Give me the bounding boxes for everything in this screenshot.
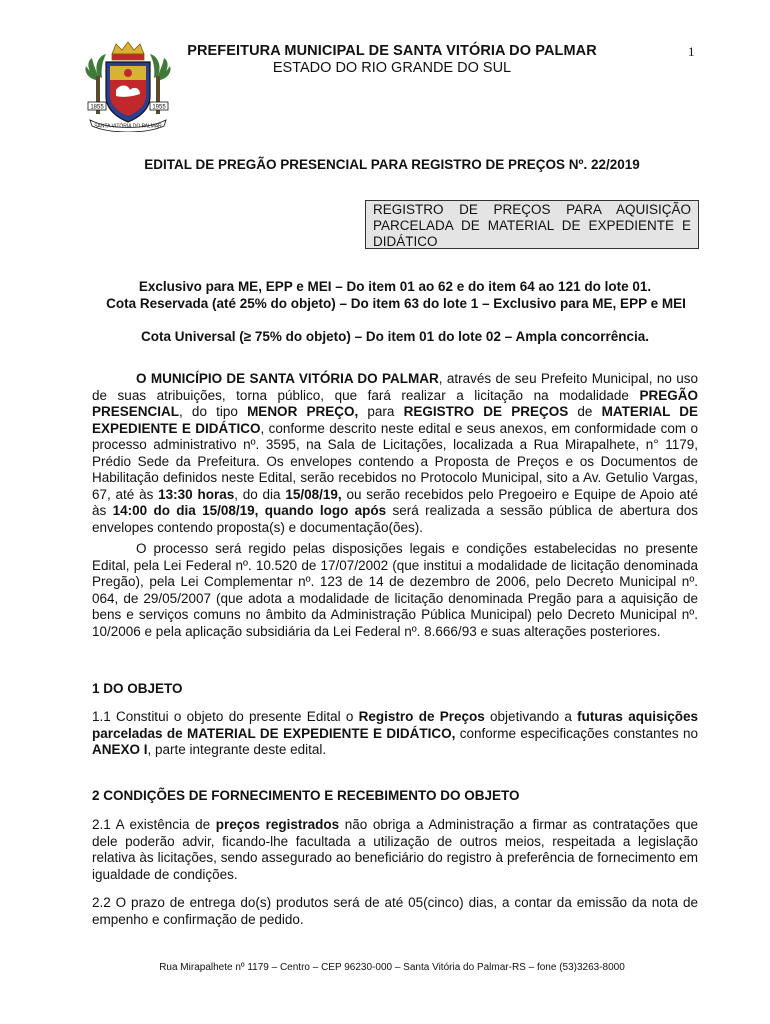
municipality-heading: PREFEITURA MUNICIPAL DE SANTA VITÓRIA DO PALMAR <box>187 43 597 59</box>
exclusivity-line-3: Cota Universal (≥ 75% do objeto) – Do item 01 do lote 02 – Ampla concorrência. <box>140 329 650 344</box>
intro-paragraph-1: O MUNICÍPIO DE SANTA VITÓRIA DO PALMAR, através de seu Prefeito Municipal, no uso de suas atribuições, torna público, que fará realizar a licitação na modalidade PREGÃO PRESENCIAL, do tipo MENOR PREÇO, para REGISTRO DE PREÇOS de MATERIAL DE EXPEDIENTE E DIDÁTICO, conforme descrito neste edital e seus anexos, em conformidade com o processo administrativo nº. 3595, na Sala de Licitações, localizada a Rua Mirapalhete, n° 1179, Prédio Sede da Prefeitura. Os envelopes contendo a Proposta de Preços e os Documentos de Habilitação definidos neste Edital, serão recebidos no Protocolo Municipal, sito a Av. Getulio Vargas, 67, até às 13:30 horas, do dia 15/08/19, ou serão recebidos pelo Pregoeiro e Equipe de Apoio até às 14:00 do dia 15/08/19, quando logo após será realizada a sessão pública de abertura dos envelopes contendo proposta(s) e documentação(ões). <box>92 371 698 535</box>
section-2-heading: 2 CONDIÇÕES DE FORNECIMENTO E RECEBIMENTO DO OBJETO <box>92 788 520 803</box>
section-2-paragraph-1: 2.1 A existência de preços registrados não obriga a Administração a firmar as contratações que dele poderão advir, ficando-lhe facultada a utilização de outros meios, respeitada a legislação relativa às licitações, sendo assegurado ao beneficiário do registro à preferência de fornecimento em igualdade de condições. <box>92 817 699 882</box>
crest-ribbon-text: SANTA VITÓRIA DO PALMAR <box>94 123 162 130</box>
crest-year-left: 1855 <box>90 104 104 111</box>
page-footer: Rua Mirapalhete nº 1179 – Centro – CEP 96230-000 – Santa Vitória do Palmar-RS – fone (53)3263-8000 <box>159 962 625 973</box>
exclusivity-line-1: Exclusivo para ME, EPP e MEI – Do item 01 ao 62 e do item 64 ao 121 do lote 01. <box>138 279 652 294</box>
exclusivity-line-2: Cota Reservada (até 25% do objeto) – Do item 63 do lote 1 – Exclusivo para ME, EPP e MEI <box>106 296 686 311</box>
section-2-paragraph-2: 2.2 O prazo de entrega do(s) produtos será de até 05(cinco) dias, a contar da emissão da nota de empenho e confirmação de pedido. <box>92 895 698 927</box>
crest-year-right: 1955 <box>152 104 166 111</box>
state-heading: ESTADO DO RIO GRANDE DO SUL <box>272 60 512 76</box>
section-1-paragraph: 1.1 Constitui o objeto do presente Edital o Registro de Preços objetivando a futuras aquisições parceladas de MATERIAL DE EXPEDIENTE E DIDÁTICO, conforme especificações constantes no ANEXO I, parte integrante deste edital. <box>92 709 699 757</box>
section-1-heading: 1 DO OBJETO <box>92 681 183 696</box>
object-box: REGISTRO DE PREÇOS PARA AQUISIÇÃO PARCELADA DE MATERIAL DE EXPEDIENTE E DIDÁTICO <box>365 200 699 249</box>
page-number: 1 <box>688 44 695 59</box>
document-title: EDITAL DE PREGÃO PRESENCIAL PARA REGISTRO DE PREÇOS Nº. 22/2019 <box>144 157 640 172</box>
intro-paragraph-2: O processo será regido pelas disposições legais e condições estabelecidas no presente Edital, pela Lei Federal nº. 10.520 de 17/07/2002 (que institui a modalidade de licitação denominada Pregão), pela Lei Complementar nº. 123 de 14 de dezembro de 2006, pelo Decreto Municipal nº. 064, de 29/05/2007 (que adota a modalidade de licitação denominada Pregão para a aquisição de bens e serviços comuns no âmbito da Administração Pública Municipal) pelo Decreto Municipal nº. 10/2006 e pela aplicação subsidiária da Lei Federal nº. 8.666/93 e suas alterações posteriores. <box>92 541 698 639</box>
